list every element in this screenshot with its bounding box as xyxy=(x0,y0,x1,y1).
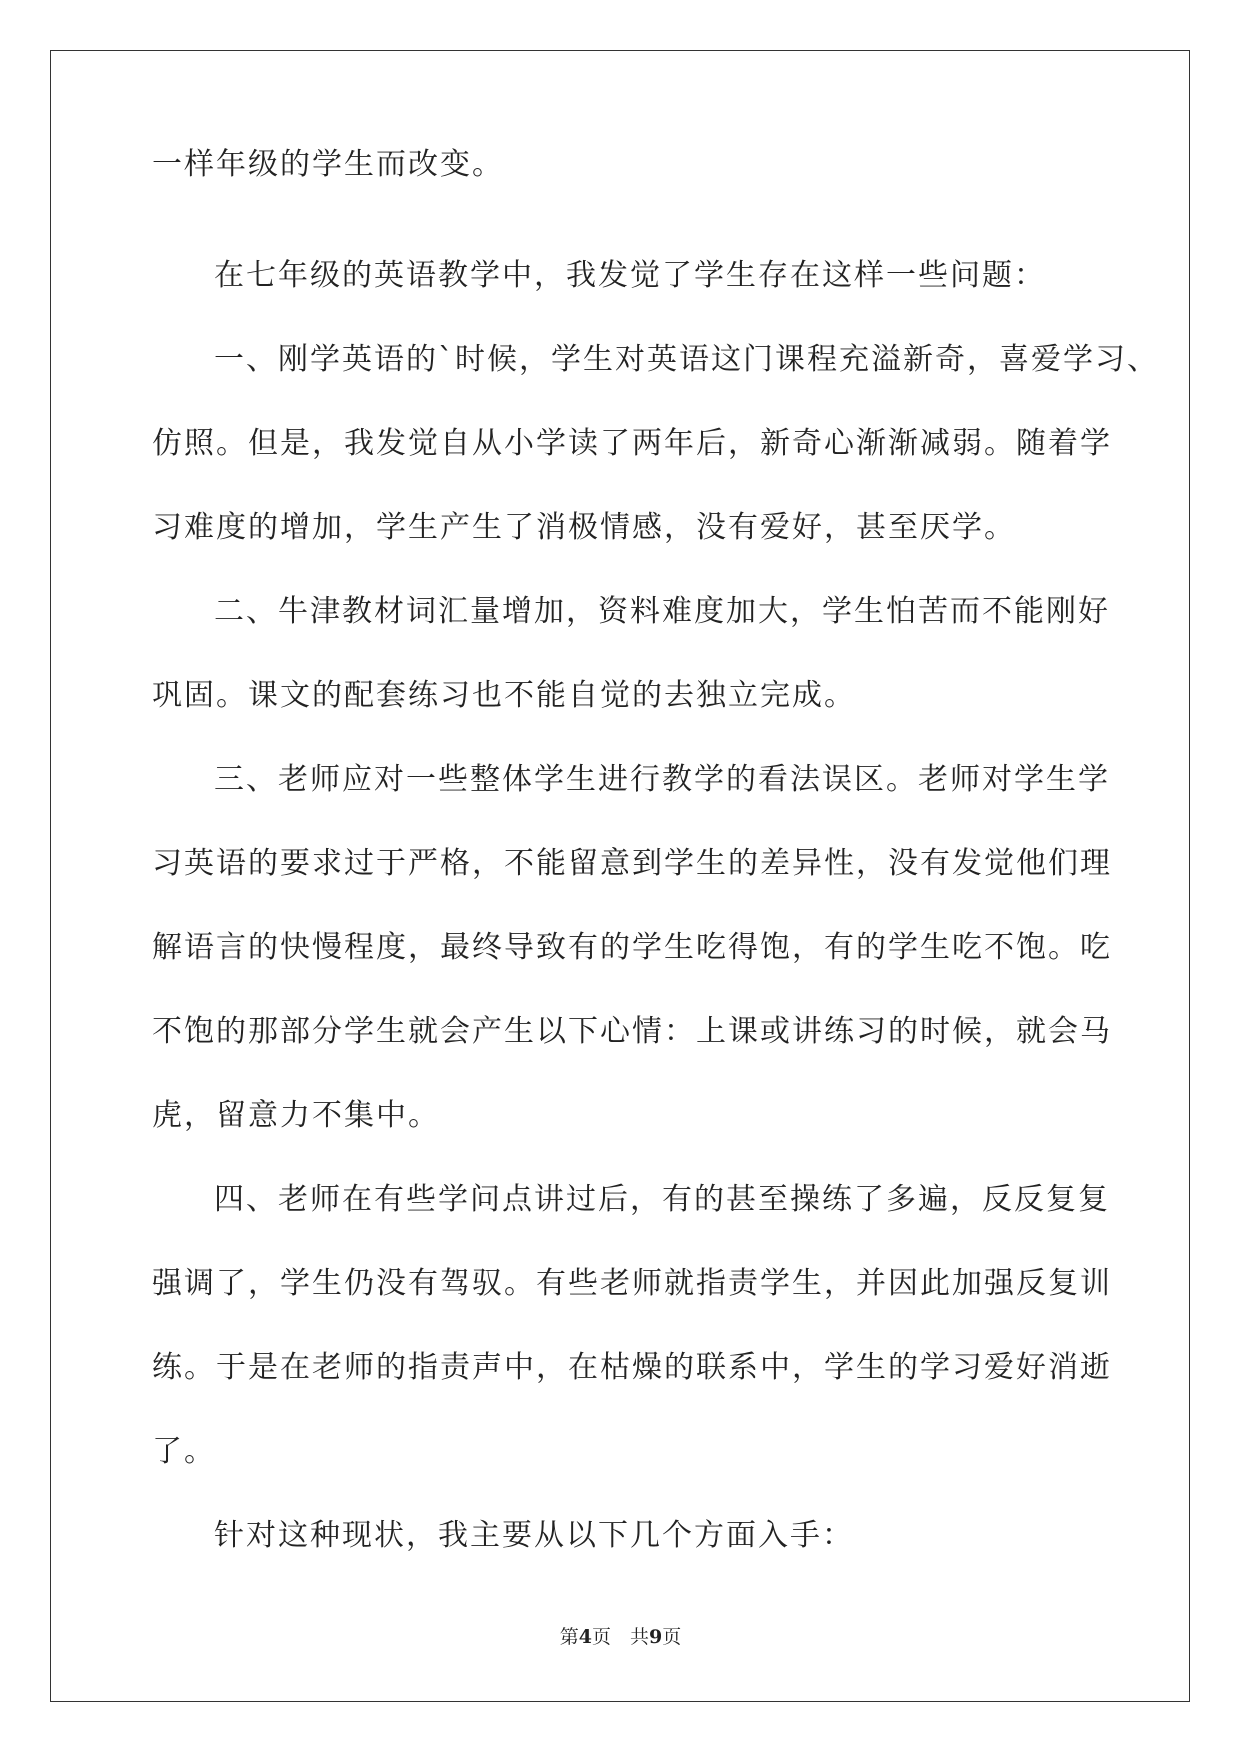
footer-mid: 页 共 xyxy=(591,1626,649,1648)
text-line: 虎，留意力不集中。 xyxy=(152,1098,440,1133)
paragraph-start: 针对这种现状，我主要从以下几个方面入手： xyxy=(214,1518,854,1553)
footer-prefix: 第 xyxy=(559,1626,579,1648)
text-line: 强调了，学生仍没有驾驭。有些老师就指责学生，并因此加强反复训 xyxy=(152,1266,1112,1301)
paragraph-start: 二、牛津教材词汇量增加，资料难度加大，学生怕苦而不能刚好 xyxy=(214,594,1110,629)
document-body xyxy=(152,147,1159,1578)
text-line: 习难度的增加，学生产生了消极情感，没有爱好，甚至厌学。 xyxy=(152,510,1016,545)
paragraph-start: 四、老师在有些学问点讲过后，有的甚至操练了多遍，反反复复 xyxy=(214,1182,1110,1217)
paragraph-start: 在七年级的英语教学中，我发觉了学生存在这样一些问题： xyxy=(214,258,1046,293)
footer-suffix: 页 xyxy=(662,1626,682,1648)
text-line: 习英语的要求过于严格，不能留意到学生的差异性，没有发觉他们理 xyxy=(152,846,1112,881)
text-line: 了。 xyxy=(152,1434,216,1469)
text-line: 一样年级的学生而改变。 xyxy=(152,147,504,182)
current-page-number: 4 xyxy=(578,1626,592,1648)
paragraph-start: 一、刚学英语的`时候，学生对英语这门课程充溢新奇，喜爱学习、 xyxy=(214,342,1159,377)
text-line: 不饱的那部分学生就会产生以下心情：上课或讲练习的时候，就会马 xyxy=(152,1014,1112,1049)
paragraph-start: 三、老师应对一些整体学生进行教学的看法误区。老师对学生学 xyxy=(214,762,1110,797)
page-footer xyxy=(0,1622,1241,1649)
text-line: 练。于是在老师的指责声中，在枯燥的联系中，学生的学习爱好消逝 xyxy=(152,1350,1112,1385)
text-line: 仿照。但是，我发觉自从小学读了两年后，新奇心渐渐减弱。随着学 xyxy=(152,426,1112,461)
text-line: 解语言的快慢程度，最终导致有的学生吃得饱，有的学生吃不饱。吃 xyxy=(152,930,1112,965)
text-line: 巩固。课文的配套练习也不能自觉的去独立完成。 xyxy=(152,678,856,713)
total-page-number: 9 xyxy=(649,1626,663,1648)
